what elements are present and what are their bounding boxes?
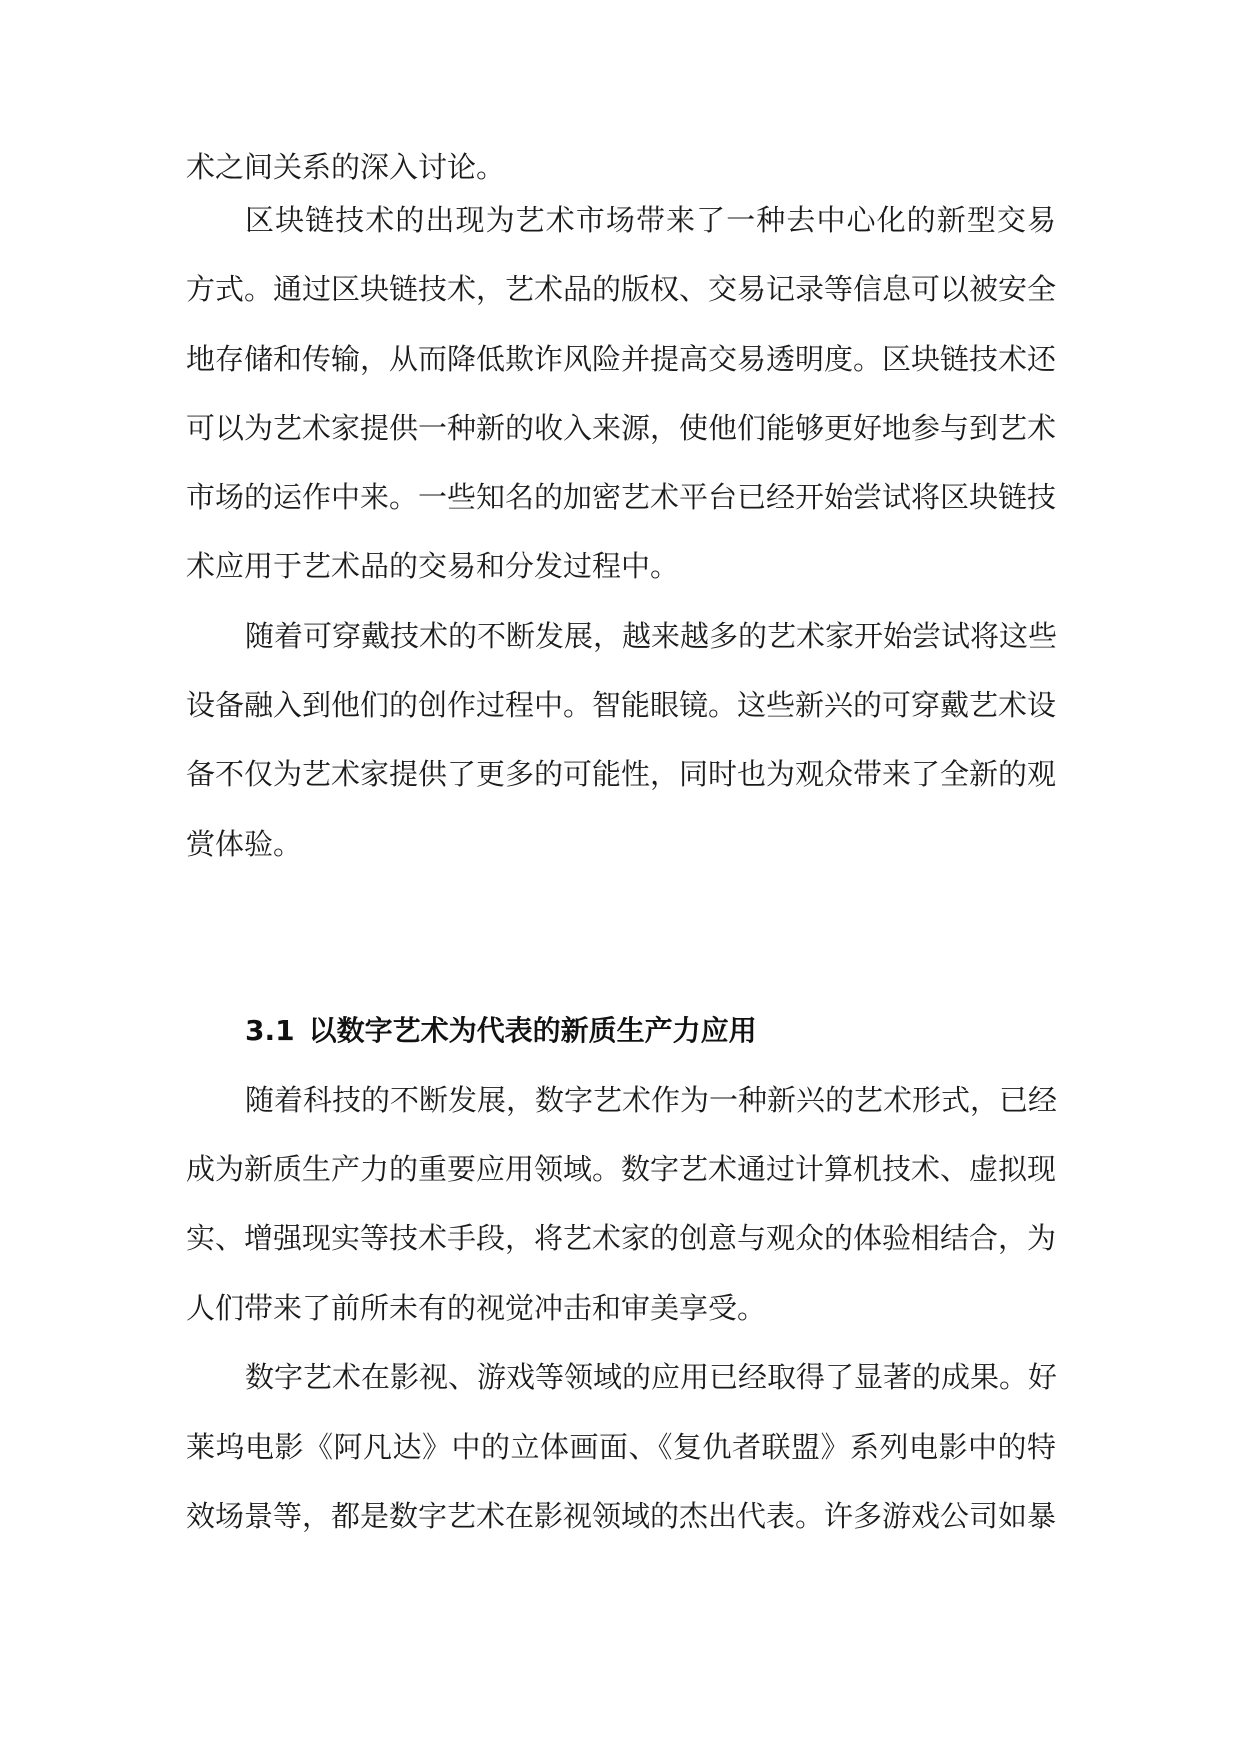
paragraph-line: 人们带来了前所未有的视觉冲击和审美享受。	[186, 1291, 767, 1325]
paragraph-line: 赏体验。	[186, 827, 303, 861]
paragraph-line: 方式。通过区块链技术，艺术品的版权、交易记录等信息可以被安全	[186, 272, 1057, 306]
paragraph-line: 随着可穿戴技术的不断发展，越来越多的艺术家开始尝试将这些	[245, 619, 1058, 653]
paragraph-line: 备不仅为艺术家提供了更多的可能性，同时也为观众带来了全新的观	[186, 757, 1057, 791]
section-number: 3.1	[245, 1014, 295, 1047]
paragraph-line: 数字艺术在影视、游戏等领域的应用已经取得了显著的成果。好	[245, 1360, 1058, 1394]
paragraph-line: 区块链技术的出现为艺术市场带来了一种去中心化的新型交易	[245, 203, 1056, 237]
paragraph-line: 可以为艺术家提供一种新的收入来源，使他们能够更好地参与到艺术	[186, 411, 1057, 445]
paragraph-line: 实、增强现实等技术手段，将艺术家的创意与观众的体验相结合，为	[186, 1221, 1057, 1255]
paragraph-line: 莱坞电影《阿凡达》中的立体画面、《复仇者联盟》系列电影中的特	[186, 1430, 1056, 1464]
paragraph-line: 术应用于艺术品的交易和分发过程中。	[186, 549, 680, 583]
paragraph-line: 设备融入到他们的创作过程中。智能眼镜。这些新兴的可穿戴艺术设	[186, 688, 1057, 722]
paragraph-line: 术之间关系的深入讨论。	[186, 150, 506, 184]
paragraph-line: 效场景等，都是数字艺术在影视领域的杰出代表。许多游戏公司如暴	[186, 1499, 1057, 1533]
section-heading	[245, 1011, 757, 1051]
paragraph-line: 地存储和传输，从而降低欺诈风险并提高交易透明度。区块链技术还	[186, 342, 1057, 376]
paragraph-line: 市场的运作中来。一些知名的加密艺术平台已经开始尝试将区块链技	[186, 480, 1057, 514]
paragraph-line: 成为新质生产力的重要应用领域。数字艺术通过计算机技术、虚拟现	[186, 1152, 1057, 1186]
paragraph-line: 随着科技的不断发展，数字艺术作为一种新兴的艺术形式，已经	[245, 1083, 1058, 1117]
section-title: 以数字艺术为代表的新质生产力应用	[308, 1014, 757, 1047]
